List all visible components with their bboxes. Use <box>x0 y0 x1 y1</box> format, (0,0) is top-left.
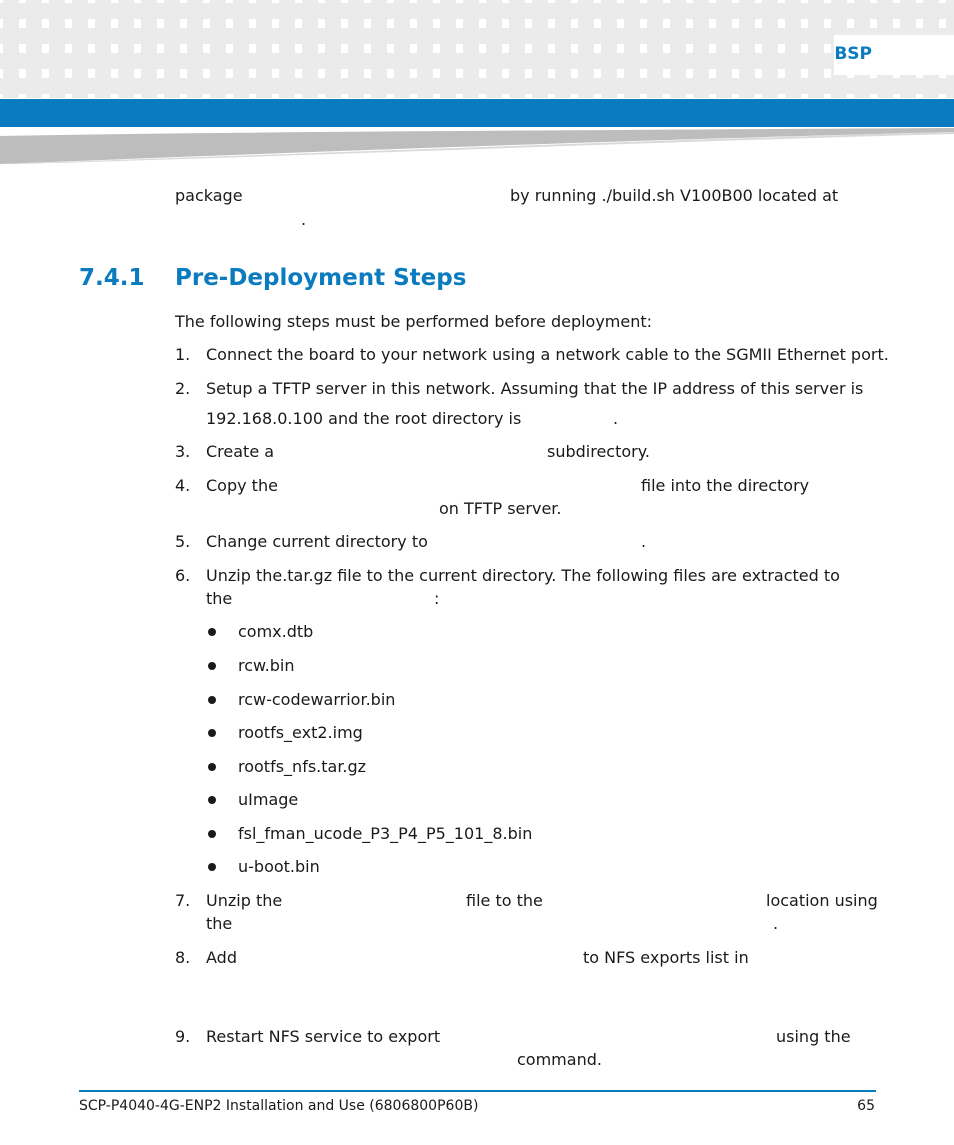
step-text: Add <box>206 948 237 967</box>
intro-text-b: by running ./build.sh V100B00 located at <box>510 186 839 205</box>
bullet-icon <box>208 796 216 804</box>
step-text: Copy the <box>206 476 278 495</box>
bullet-icon <box>208 696 216 704</box>
header-section-label: BSP <box>834 44 872 64</box>
step-text: 192.168.0.100 and the root directory is <box>206 409 522 428</box>
file-list-item: fsl_fman_ucode_P3_P4_P5_101_8.bin <box>238 824 533 843</box>
header-pattern <box>0 0 954 98</box>
bullet-icon <box>208 763 216 771</box>
file-list-item: u-boot.bin <box>238 857 320 876</box>
step-text: Unzip the.tar.gz file to the current directory. The following files are extracted to <box>206 566 840 585</box>
step-text: file to the <box>466 891 543 910</box>
step-text: . <box>613 409 619 428</box>
step-text: file into the directory <box>641 476 810 495</box>
step-text: Restart NFS service to export <box>206 1027 441 1046</box>
file-list-item: rootfs_ext2.img <box>238 723 363 742</box>
intro-text-a: package <box>175 186 243 205</box>
footer-divider <box>79 1090 876 1092</box>
step-text: on TFTP server. <box>439 499 562 518</box>
step-text: using the <box>776 1027 851 1046</box>
step-text: Unzip the <box>206 891 283 910</box>
step-number: 1. <box>175 345 191 364</box>
file-list-item: uImage <box>238 790 299 809</box>
section-lead: The following steps must be performed before deployment: <box>175 312 653 331</box>
step-text: the <box>206 589 233 608</box>
bullet-icon <box>208 863 216 871</box>
step-text: . <box>773 914 779 933</box>
file-list-item: comx.dtb <box>238 622 314 641</box>
step-text: Change current directory to <box>206 532 428 551</box>
step-number: 9. <box>175 1027 191 1046</box>
step-number: 5. <box>175 532 191 551</box>
step-text: Setup a TFTP server in this network. Assuming that the IP address of this server is <box>206 379 864 398</box>
footer-doc-title: SCP-P4040-4G-ENP2 Installation and Use (6806800P60B) <box>79 1098 479 1114</box>
step-number: 6. <box>175 566 191 585</box>
section-title: Pre-Deployment Steps <box>175 265 467 291</box>
header-gray-swoosh <box>0 128 954 164</box>
bullet-icon <box>208 662 216 670</box>
step-text: : <box>434 589 440 608</box>
bullet-icon <box>208 628 216 636</box>
intro-text-period: . <box>301 210 307 229</box>
step-number: 2. <box>175 379 191 398</box>
step-number: 7. <box>175 891 191 910</box>
step-number: 8. <box>175 948 191 967</box>
file-list-item: rcw-codewarrior.bin <box>238 690 396 709</box>
bullet-icon <box>208 830 216 838</box>
file-list-item: rootfs_nfs.tar.gz <box>238 757 367 776</box>
step-text: . <box>641 532 647 551</box>
file-list-item: rcw.bin <box>238 656 295 675</box>
step-text: subdirectory. <box>547 442 651 461</box>
section-number: 7.4.1 <box>79 265 145 291</box>
step-number: 3. <box>175 442 191 461</box>
header-blue-band <box>0 99 954 127</box>
step-text: Connect the board to your network using a network cable to the SGMII Ethernet port. <box>206 345 889 364</box>
step-text: the <box>206 914 233 933</box>
step-number: 4. <box>175 476 191 495</box>
step-text: Create a <box>206 442 275 461</box>
bullet-icon <box>208 729 216 737</box>
footer-page-number: 65 <box>857 1098 875 1114</box>
step-text: location using <box>766 891 878 910</box>
step-text: to NFS exports list in <box>583 948 749 967</box>
step-text: command. <box>517 1050 602 1069</box>
